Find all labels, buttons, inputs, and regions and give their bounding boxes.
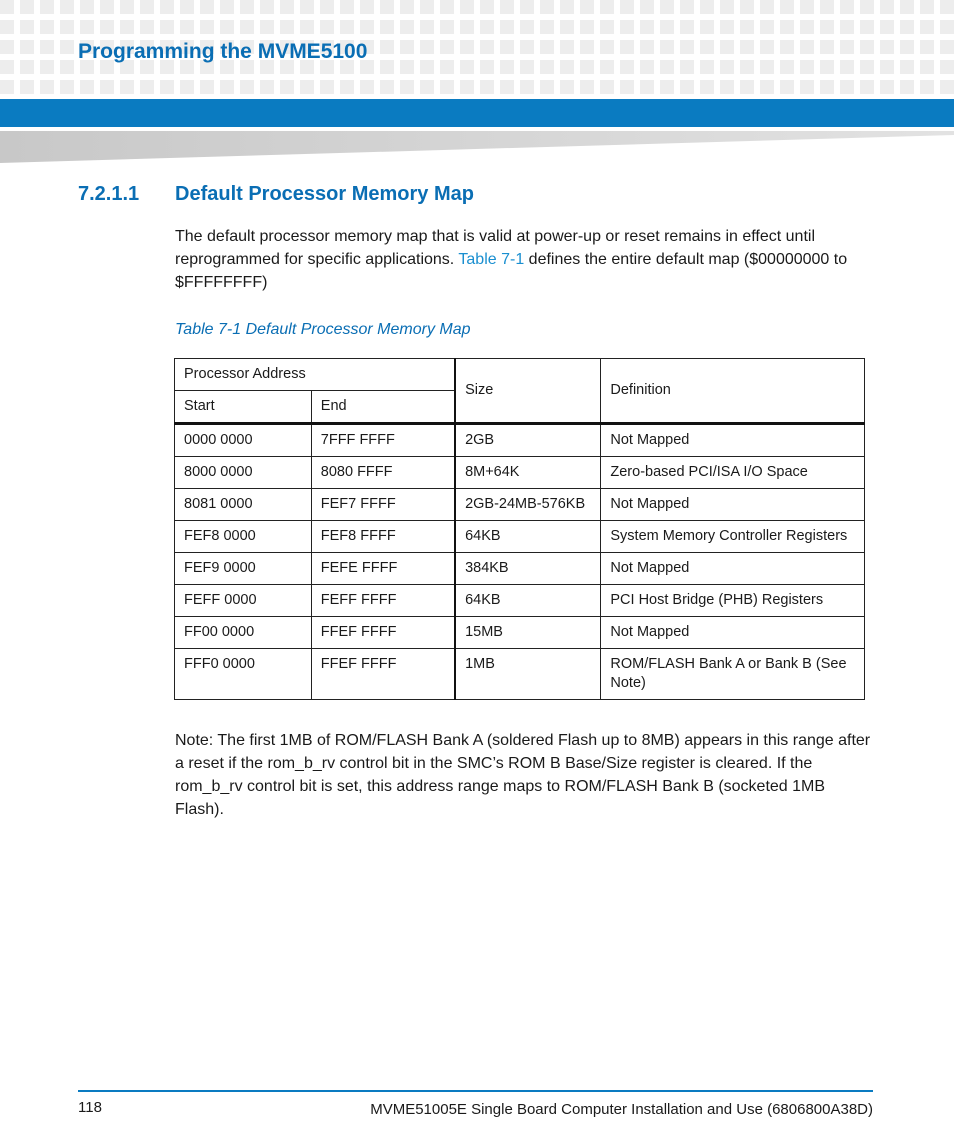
cell-start: 0000 0000 bbox=[175, 424, 312, 457]
cell-definition: Zero-based PCI/ISA I/O Space bbox=[601, 457, 865, 489]
table-body bbox=[175, 424, 865, 700]
cell-definition: Not Mapped bbox=[601, 553, 865, 585]
table-row bbox=[175, 585, 865, 617]
cell-start: FF00 0000 bbox=[175, 617, 312, 649]
footer-rule bbox=[78, 1090, 873, 1092]
table-row bbox=[175, 553, 865, 585]
cell-end: FEFF FFFF bbox=[311, 585, 455, 617]
intro-text-2: defines the entire default map ($00000000 to $FFFFFFFF) bbox=[175, 251, 848, 291]
table-row bbox=[175, 649, 865, 700]
table-row bbox=[175, 457, 865, 489]
cell-size: 2GB bbox=[455, 424, 601, 457]
cell-definition: ROM/FLASH Bank A or Bank B (See Note) bbox=[601, 649, 865, 700]
page-number: 118 bbox=[78, 1099, 102, 1116]
header-end: End bbox=[311, 391, 455, 424]
table-caption: Table 7-1 Default Processor Memory Map bbox=[175, 321, 471, 338]
cell-start: FEF8 0000 bbox=[175, 521, 312, 553]
cell-size: 1MB bbox=[455, 649, 601, 700]
header-processor-address: Processor Address bbox=[175, 359, 456, 391]
cell-end: 7FFF FFFF bbox=[311, 424, 455, 457]
cell-definition: Not Mapped bbox=[601, 617, 865, 649]
header-size: Size bbox=[455, 359, 601, 424]
cell-size: 2GB-24MB-576KB bbox=[455, 489, 601, 521]
footer-doc-title: MVME51005E Single Board Computer Installation and Use (6806800A38D) bbox=[370, 1101, 873, 1118]
table-7-1-link[interactable]: Table 7-1 bbox=[458, 251, 525, 268]
cell-end: FEFE FFFF bbox=[311, 553, 455, 585]
cell-size: 64KB bbox=[455, 521, 601, 553]
table-row bbox=[175, 489, 865, 521]
cell-size: 15MB bbox=[455, 617, 601, 649]
intro-paragraph bbox=[175, 225, 875, 294]
header-blue-bar bbox=[0, 99, 954, 127]
header-grey-swoosh bbox=[0, 131, 954, 163]
cell-start: FEF9 0000 bbox=[175, 553, 312, 585]
cell-end: FEF8 FFFF bbox=[311, 521, 455, 553]
cell-definition: System Memory Controller Registers bbox=[601, 521, 865, 553]
table-row bbox=[175, 617, 865, 649]
cell-end: FEF7 FFFF bbox=[311, 489, 455, 521]
table-row bbox=[175, 521, 865, 553]
cell-size: 64KB bbox=[455, 585, 601, 617]
cell-end: FFEF FFFF bbox=[311, 617, 455, 649]
cell-start: FFF0 0000 bbox=[175, 649, 312, 700]
section-title: Default Processor Memory Map bbox=[175, 183, 474, 205]
header-start: Start bbox=[175, 391, 312, 424]
cell-size: 384KB bbox=[455, 553, 601, 585]
table-header-row-1 bbox=[175, 359, 865, 391]
header-definition: Definition bbox=[601, 359, 865, 424]
note-paragraph: Note: The first 1MB of ROM/FLASH Bank A (soldered Flash up to 8MB) appears in this range after a reset if the rom_b_rv control bit in the SMC’s ROM B Base/Size register is cleared. If the rom_b_rv control bit is set, this address range maps to ROM/FLASH Bank B (socketed 1MB Flash). bbox=[175, 732, 871, 818]
cell-definition: PCI Host Bridge (PHB) Registers bbox=[601, 585, 865, 617]
cell-end: FFEF FFFF bbox=[311, 649, 455, 700]
cell-definition: Not Mapped bbox=[601, 424, 865, 457]
cell-end: 8080 FFFF bbox=[311, 457, 455, 489]
table-row bbox=[175, 424, 865, 457]
cell-start: 8081 0000 bbox=[175, 489, 312, 521]
intro-text-1: The default processor memory map that is valid at power-up or reset remains in effect until reprogrammed for specific applications. bbox=[175, 228, 815, 268]
cell-start: FEFF 0000 bbox=[175, 585, 312, 617]
section-number: 7.2.1.1 bbox=[78, 183, 140, 205]
chapter-title: Programming the MVME5100 bbox=[78, 40, 368, 63]
cell-start: 8000 0000 bbox=[175, 457, 312, 489]
cell-size: 8M+64K bbox=[455, 457, 601, 489]
cell-definition: Not Mapped bbox=[601, 489, 865, 521]
memory-map-table bbox=[174, 358, 865, 700]
